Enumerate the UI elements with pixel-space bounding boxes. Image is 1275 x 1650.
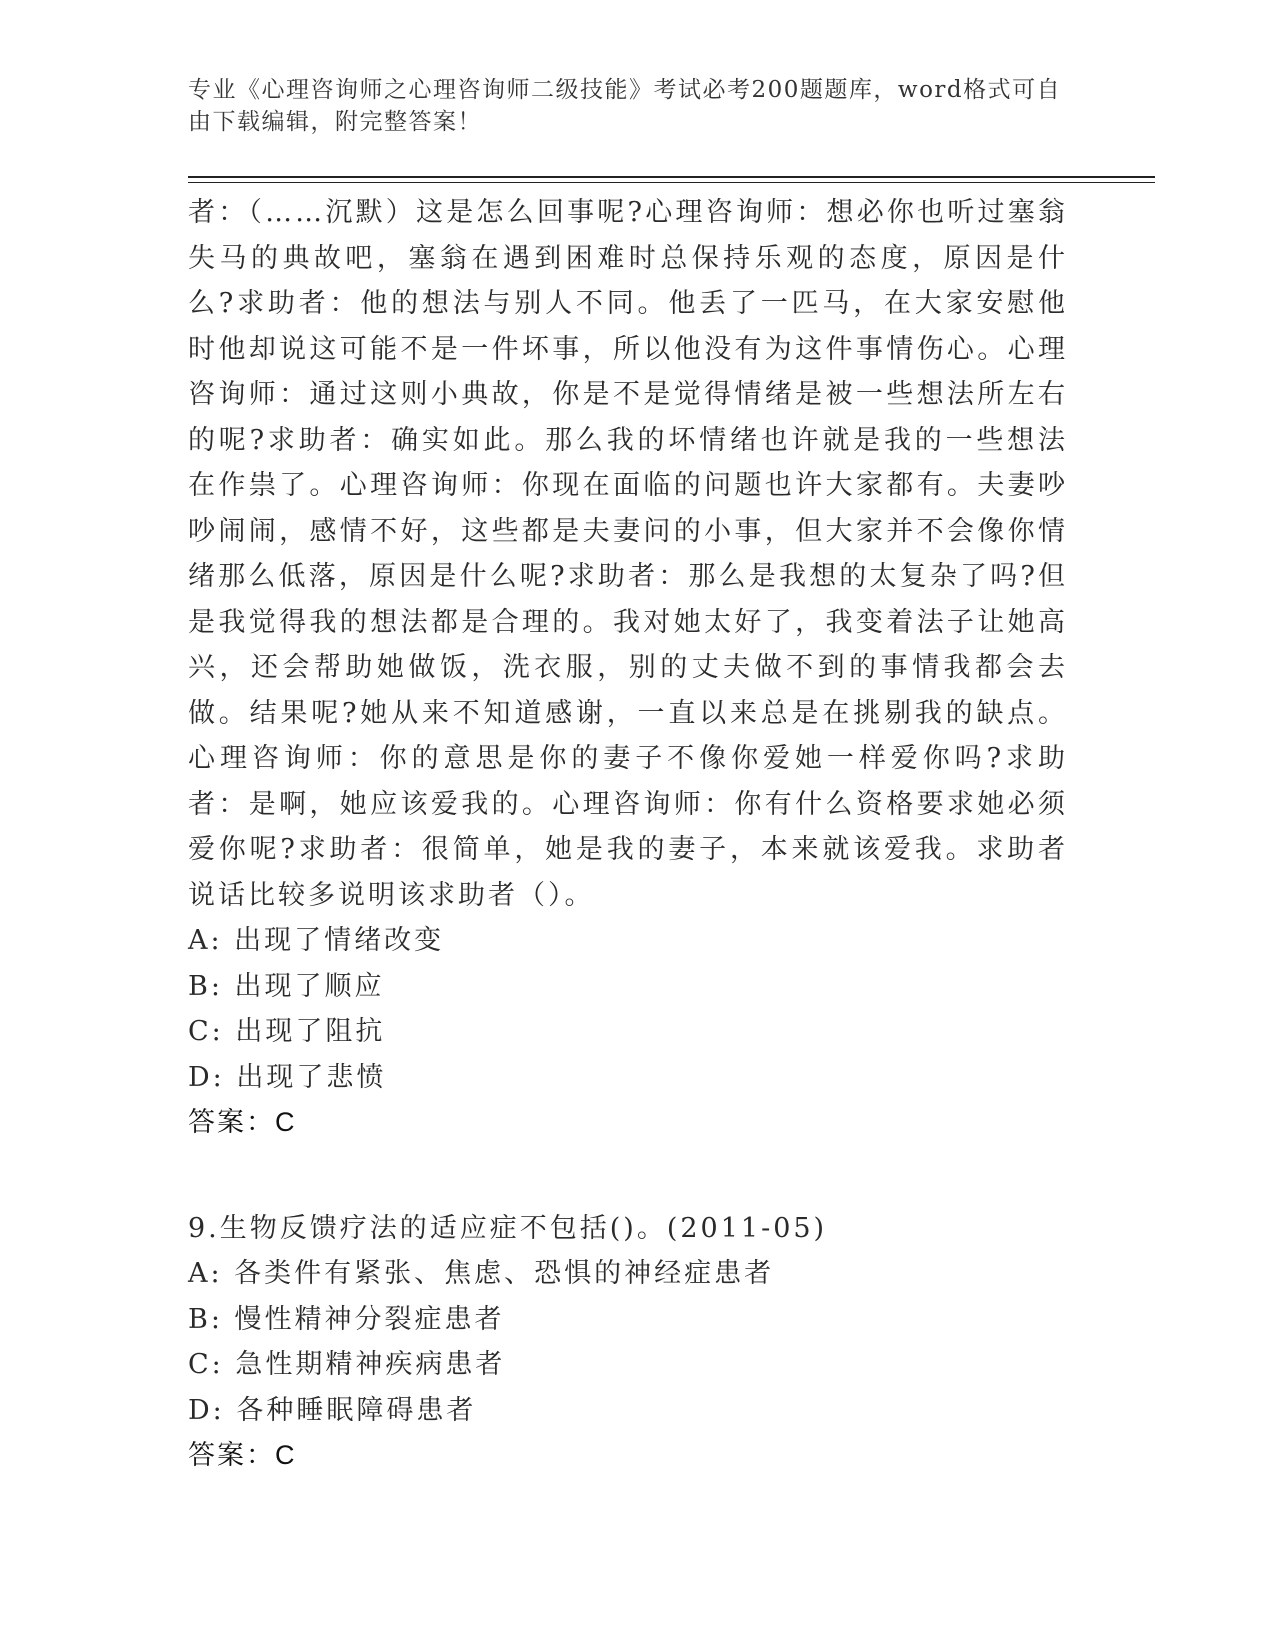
question-stem: 9.生物反馈疗法的适应症不包括()。(2011-05) <box>188 1212 828 1244</box>
page-header <box>188 74 1068 138</box>
header-line-1: 专业《心理咨询师之心理咨询师二级技能》考试必考200题题库，word格式可自 <box>188 77 1062 103</box>
header-divider-thick <box>188 176 1155 178</box>
question-spacer <box>188 1146 1088 1206</box>
option-c: C: 出现了阻抗 <box>188 1016 386 1047</box>
option-b: B: 慢性精神分裂症患者 <box>188 1303 505 1335</box>
question-8 <box>188 190 1088 1146</box>
option-d: D: 出现了悲愤 <box>188 1061 387 1093</box>
option-b: B: 出现了顺应 <box>188 970 385 1002</box>
question-9 <box>188 1206 1088 1479</box>
option-a: A: 出现了情绪改变 <box>188 925 445 956</box>
document-body <box>188 190 1088 1479</box>
header-line-2: 由下载编辑，附完整答案！ <box>188 109 482 135</box>
option-c: C: 急性期精神疾病患者 <box>188 1349 506 1380</box>
option-a: A: 各类件有紧张、焦虑、恐惧的神经症患者 <box>188 1258 775 1289</box>
option-d: D: 各种睡眠障碍患者 <box>188 1394 477 1426</box>
answer: 答案：C <box>188 1440 297 1470</box>
question-stem: 者：（……沉默）这是怎么回事呢?心理咨询师：想必你也听过塞翁失马的典故吧，塞翁在遇到困难时总保持乐观的态度，原因是什么?求助者：他的想法与别人不同。他丢了一匹马，在大家安慰他时他却说这可能不是一件坏事，所以他没有为这件事情伤心。心理咨询师：通过这则小典故，你是不是觉得情绪是被一些想法所左右的呢?求助者：确实如此。那么我的坏情绪也许就是我的一些想法在作祟了。心理咨询师：你现在面临的问题也许大家都有。夫妻吵吵闹闹，感情不好，这些都是夫妻问的小事，但大家并不会像你情绪那么低落，原因是什么呢?求助者：那么是我想的太复杂了吗?但是我觉得我的想法都是合理的。我对她太好了，我变着法子让她高兴，还会帮助她做饭，洗衣服，别的丈夫做不到的事情我都会去做。结果呢?她从来不知道感谢，一直以来总是在挑剔我的缺点。心理咨询师：你的意思是你的妻子不像你爱她一样爱你吗?求助者：是啊，她应该爱我的。心理咨询师：你有什么资格要求她必须爱你呢?求助者：很简单，她是我的妻子，本来就该爱我。求助者说话比较多说明该求助者（）。 <box>188 197 1068 911</box>
answer: 答案：C <box>188 1107 297 1137</box>
header-divider-thin <box>188 182 1155 183</box>
